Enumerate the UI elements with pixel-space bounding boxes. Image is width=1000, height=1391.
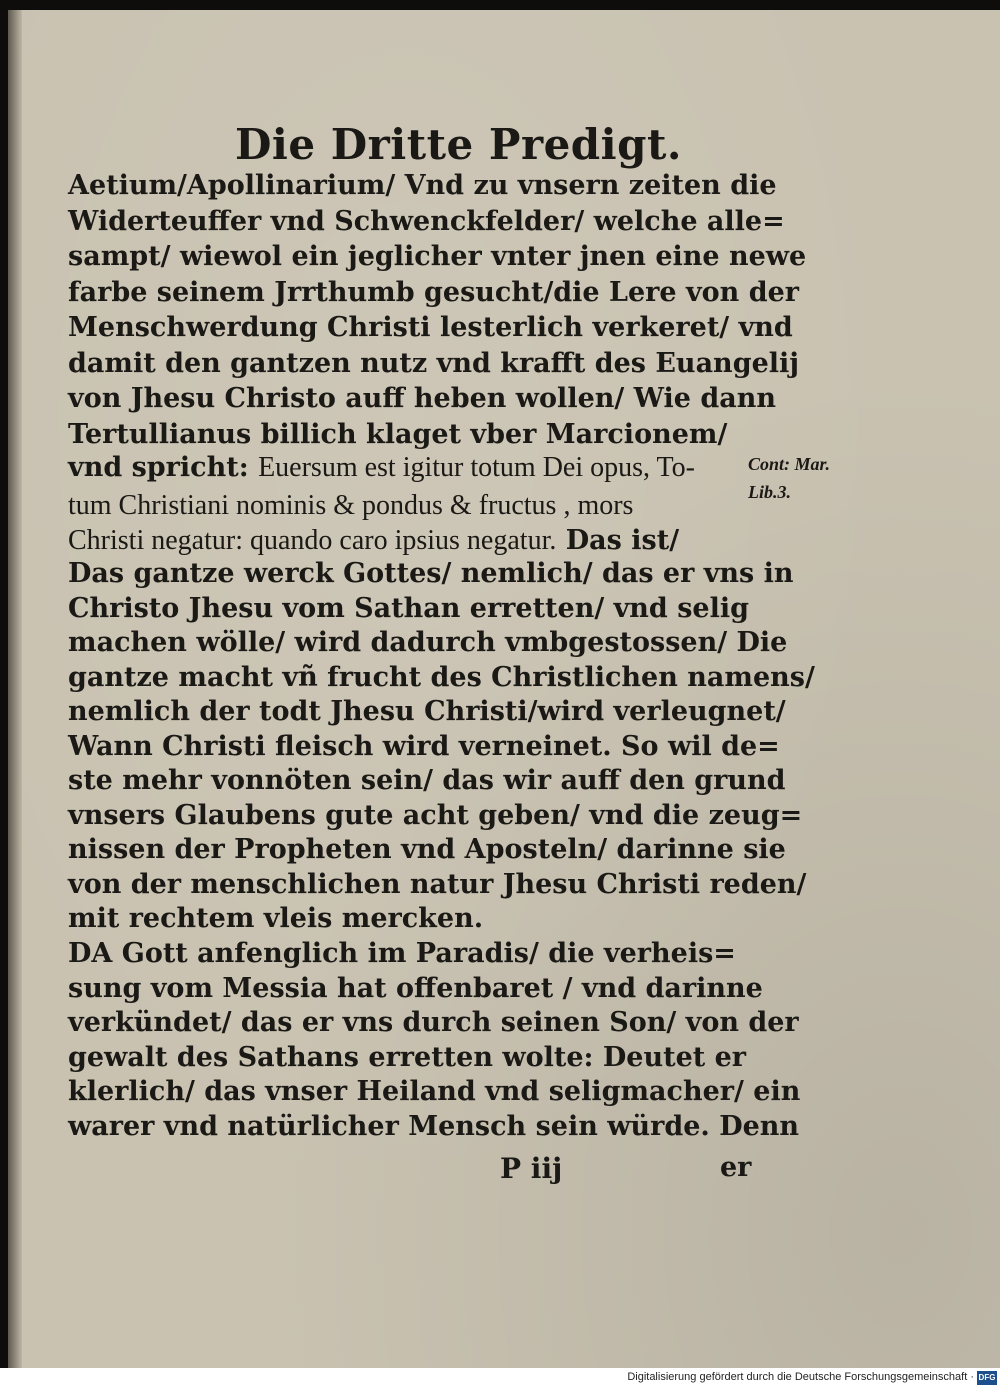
line9-latin: Euersum est igitur totum Dei opus, To- xyxy=(258,452,696,483)
page-header: Die Dritte Predigt. xyxy=(235,120,683,169)
text-line: Das gantze werck Gottes/ nemlich/ das er vns in xyxy=(68,558,794,589)
text-line: von der menschlichen natur Jhesu Christi reden/ xyxy=(68,868,807,900)
text-line: ste mehr vonnöten sein/ das wir auff den grund xyxy=(68,765,786,796)
text-line-9 xyxy=(68,452,695,484)
text-line: klerlich/ das vnser Heiland vnd seligmacher/ ein xyxy=(68,1076,801,1107)
text-line: sampt/ wiewol ein jeglicher vnter jnen eine newe xyxy=(68,241,807,272)
text-line: von Jhesu Christo auff heben wollen/ Wie dann xyxy=(68,383,776,414)
text-line: Menschwerdung Christi lesterlich verkeret/ vnd xyxy=(68,312,793,343)
text-line-10: tum Christiani nominis & pondus & fructus , mors xyxy=(68,490,634,521)
text-line: Widerteuffer vnd Schwenckfelder/ welche alle= xyxy=(68,205,785,237)
text-line: farbe seinem Jrrthumb gesucht/die Lere von der xyxy=(68,276,799,308)
text-line: gantze macht vñ frucht des Christlichen namens/ xyxy=(68,661,815,693)
catchword: er xyxy=(720,1152,752,1183)
text-line: Wann Christi fleisch wird verneinet. So wil de= xyxy=(68,730,780,762)
text-line: damit den gantzen nutz vnd krafft des Euangelij xyxy=(68,347,800,379)
text-line-11 xyxy=(68,525,679,557)
margin-note-2: Lib.3. xyxy=(748,482,791,502)
text-line: machen wölle/ wird dadurch vmbgestossen/ Die xyxy=(68,627,788,658)
text-line: warer vnd natürlicher Mensch sein würde. Denn xyxy=(68,1110,800,1142)
text-line: Tertullianus billich klaget vber Marcionem/ xyxy=(68,418,728,450)
text-line: vnsers Glaubens gute acht geben/ vnd die zeug= xyxy=(68,799,803,831)
line11-fraktur: Das ist/ xyxy=(565,525,680,556)
text-line: verkündet/ das er vns durch seinen Son/ von der xyxy=(68,1007,799,1038)
text-line: nissen der Propheten vnd Aposteln/ darinne sie xyxy=(68,834,786,865)
text-line: Aetium/Apollinarium/ Vnd zu vnsern zeiten die xyxy=(68,170,777,201)
text-line: gewalt des Sathans erretten wolte: Deutet er xyxy=(68,1041,747,1073)
text-line: Christo Jhesu vom Sathan erretten/ vnd selig xyxy=(68,592,749,624)
signature-mark: P iij xyxy=(500,1152,563,1185)
text-line: mit rechtem vleis mercken. xyxy=(68,903,484,934)
text-line: DA Gott anfenglich im Paradis/ die verheis= xyxy=(68,938,736,969)
text-line: sung vom Messia hat offenbaret / vnd darinne xyxy=(68,972,763,1004)
line9-fraktur: vnd spricht: xyxy=(68,452,249,483)
text-line: nemlich der todt Jhesu Christi/wird verleugnet/ xyxy=(68,696,786,727)
credit-bar xyxy=(0,1368,1000,1391)
dfg-logo-icon: DFG xyxy=(977,1371,997,1385)
margin-note-1: Cont: Mar. xyxy=(748,454,831,474)
line11-latin: Christi negatur: quando caro ipsius negatur. xyxy=(68,525,557,556)
credit-text: Digitalisierung gefördert durch die Deutsche Forschungsgemeinschaft · xyxy=(627,1371,974,1383)
page-gutter xyxy=(8,10,22,1368)
